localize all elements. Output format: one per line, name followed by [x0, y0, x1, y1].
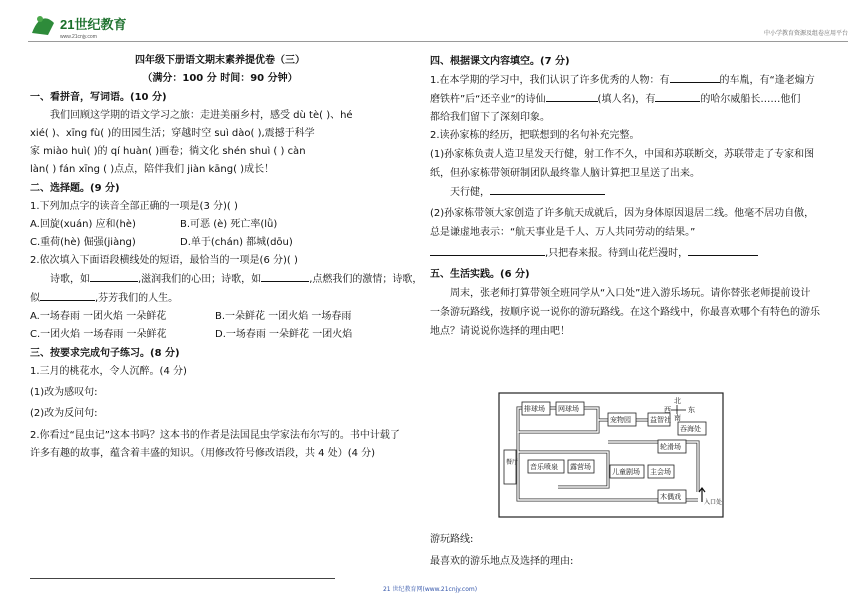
blank-line[interactable] — [90, 270, 138, 282]
map-label-bihu: 益智社 — [650, 416, 671, 424]
paragraph-sun-1: (1)孙家栋负责人造卫星发天行健，射工作不久，中国和苏联断交，苏联带走了专家和图纸，但孙家栋带领研制团队最终靠人脑计算把卫星送了出来。 — [430, 149, 815, 179]
blank-line[interactable] — [261, 270, 309, 282]
map-label-lunhua: 轮滑场 — [660, 443, 681, 451]
pinyin-line-2: xié( )、xīng fù( )的田园生活；穿越时空 suì dào( ),震撼于科学 — [30, 128, 315, 139]
map-label-entrance: 入口处 — [704, 499, 723, 506]
poem-line: ,只把春来报。待到山花烂漫时， — [430, 244, 820, 263]
exam-subtitle: （满分：100 分 时间：90 分钟） — [142, 73, 298, 84]
blank-line[interactable] — [546, 90, 598, 102]
route-answer-label: 游玩路线: — [430, 534, 474, 545]
section-5-heading: 五、生活实践。(6 分) — [430, 269, 530, 280]
blank-line[interactable] — [688, 244, 758, 256]
fill-passage-line-2: 似 ,芬芳我们的人生。 — [30, 289, 410, 308]
question-3-2: 2.你看过“昆虫记”这本书吗？这本书的作者是法国昆虫学家法布尔写的。书中计载了 — [30, 430, 400, 441]
site-logo — [30, 11, 130, 41]
pinyin-line-1: 我们回顾这学期的语文学习之旅：走进美丽乡村，感受 dù tè( )、hé — [50, 110, 353, 121]
svg-text:21世纪教育: 21世纪教育 — [60, 17, 127, 32]
options-row — [30, 216, 410, 234]
fill-passage-line-1: 诗歌，如 ,滋润我们的心田；诗歌，如 ,点燃我们的激情；诗歌， — [30, 270, 410, 289]
options-row — [30, 308, 410, 326]
blank-line[interactable] — [40, 289, 95, 301]
exam-title: 四年级下册语文期末素养提优卷（三） — [135, 55, 305, 66]
right-column — [430, 52, 820, 341]
map-label-ertong: 儿童剧场 — [612, 468, 640, 476]
option-a: A.一场春雨 一团火焰 一朵鲜花 — [30, 311, 167, 322]
svg-text:北: 北 — [674, 397, 681, 405]
map-label-chongwu: 宠物园 — [610, 416, 631, 424]
sub-question-rhetorical: (2)改为反问句: — [30, 408, 98, 419]
option-c: C.重荷(hè) 倔强(jiàng) — [30, 237, 136, 248]
pinyin-line-3: 家 miào huì( )的 qí huàn( )画卷；徜文化 shén shuì ( ) càn — [30, 146, 306, 157]
footer-divider — [30, 578, 335, 579]
header-divider — [28, 41, 848, 42]
left-column — [30, 52, 423, 463]
svg-text:东: 东 — [688, 406, 695, 414]
option-c: C.一团火焰 一场春雨 一朵鲜花 — [30, 329, 167, 340]
svg-text:www.21cnjy.com: www.21cnjy.com — [60, 34, 97, 40]
map-label-zhuhui: 主会场 — [650, 468, 671, 476]
map-label-tuanjiao: 吞海处 — [680, 425, 701, 433]
map-label-muou: 木偶戏 — [660, 493, 681, 501]
options-row — [30, 234, 410, 252]
amusement-park-map — [498, 392, 724, 518]
option-d: D.单于(chán) 都城(dōu) — [180, 237, 293, 248]
canting-box — [504, 450, 519, 484]
options-row — [30, 326, 410, 344]
svg-text:西: 西 — [664, 406, 671, 414]
blank-line[interactable] — [655, 90, 700, 102]
section-1-heading: 一、看拼音，写词语。(10 分) — [30, 92, 167, 103]
question-4-2: 2.读孙家栋的经历，把联想到的名句补充完整。 — [430, 130, 640, 141]
option-b: B.可恶 (è) 死亡率(lǜ) — [180, 219, 278, 230]
paragraph-sun-2: (2)孙家栋带领大家创造了许多航天成就后，因为身体原因退居二线。他毫不居功自傲，总是谦虚地表示：“航天事业是千人、万人共同劳动的结果。” — [430, 208, 815, 238]
tianxingjian-line: 天行健， — [430, 183, 820, 202]
section-4-heading: 四、根据课文内容填空。(7 分) — [430, 56, 570, 67]
blank-line[interactable] — [430, 244, 545, 256]
footer-website[interactable]: 21 世纪教育网(www.21cnjy.com) — [382, 586, 478, 593]
question-2-1: 1.下列加点字的读音全部正确的一项是(3 分)( ) — [30, 201, 238, 212]
map-label-canting: 餐厅 — [506, 459, 519, 466]
section-3-heading: 三、按要求完成句子练习。(8 分) — [30, 348, 180, 359]
question-2-2: 2.依次填入下面语段横线处的短语，最恰当的一项是(6 分)( ) — [30, 255, 298, 266]
platform-caption: 中小学教育资源及组卷应用平台 — [763, 30, 848, 37]
fill-line-3: 都给我们留下了深刻印象。 — [430, 112, 550, 123]
option-b: B.一朵鲜花 一团火焰 一场春雨 — [215, 311, 352, 322]
practice-paragraph: 周末，张老师打算带领全班同学从“入口处”进入游乐场玩。请你替张老师提前设计一条游玩路线，按顺序说一说你的游玩路线。在这个路线中，你最喜欢哪个有特色的游乐地点？请说说你选择的理由吧！ — [430, 288, 820, 337]
reason-answer-label: 最喜欢的游乐地点及选择的理由: — [430, 556, 574, 567]
map-label-yinyue: 音乐喷泉 — [530, 463, 558, 471]
blank-line[interactable] — [490, 183, 605, 195]
sub-question-exclamation: (1)改为感叹句: — [30, 387, 98, 398]
map-label-paiqiu: 排球场 — [524, 405, 545, 413]
fill-line-2: 磨铁杵”后“还辛业”的诗仙 (填人名)，有 的哈尔威船长……他们 — [430, 90, 820, 109]
option-d: D.一场春雨 一朵鲜花 一团火焰 — [215, 329, 353, 340]
map-label-wangqiu: 网球场 — [558, 405, 579, 413]
option-a: A.回旋(xuán) 应和(hè) — [30, 219, 136, 230]
pinyin-line-4: làn( ) fán xīng ( )点点，陪伴我们 jiàn kāng( )成长！ — [30, 164, 275, 175]
question-3-2-cont: 许多有趣的故事，蕴含着丰盛的知识。（用修改符号修改语段，共 4 处）(4 分) — [30, 448, 376, 459]
question-3-1: 1.三月的桃花水，令人沉醉。(4 分) — [30, 366, 187, 377]
fill-line-1: 1.在本学期的学习中，我们认识了许多优秀的人物：有 的车胤，有“逢老煽方 — [430, 71, 820, 90]
blank-line[interactable] — [670, 71, 720, 83]
section-2-heading: 二、选择题。(9 分) — [30, 183, 120, 194]
map-label-luying: 露营场 — [570, 463, 591, 471]
svg-text:南: 南 — [674, 414, 681, 422]
